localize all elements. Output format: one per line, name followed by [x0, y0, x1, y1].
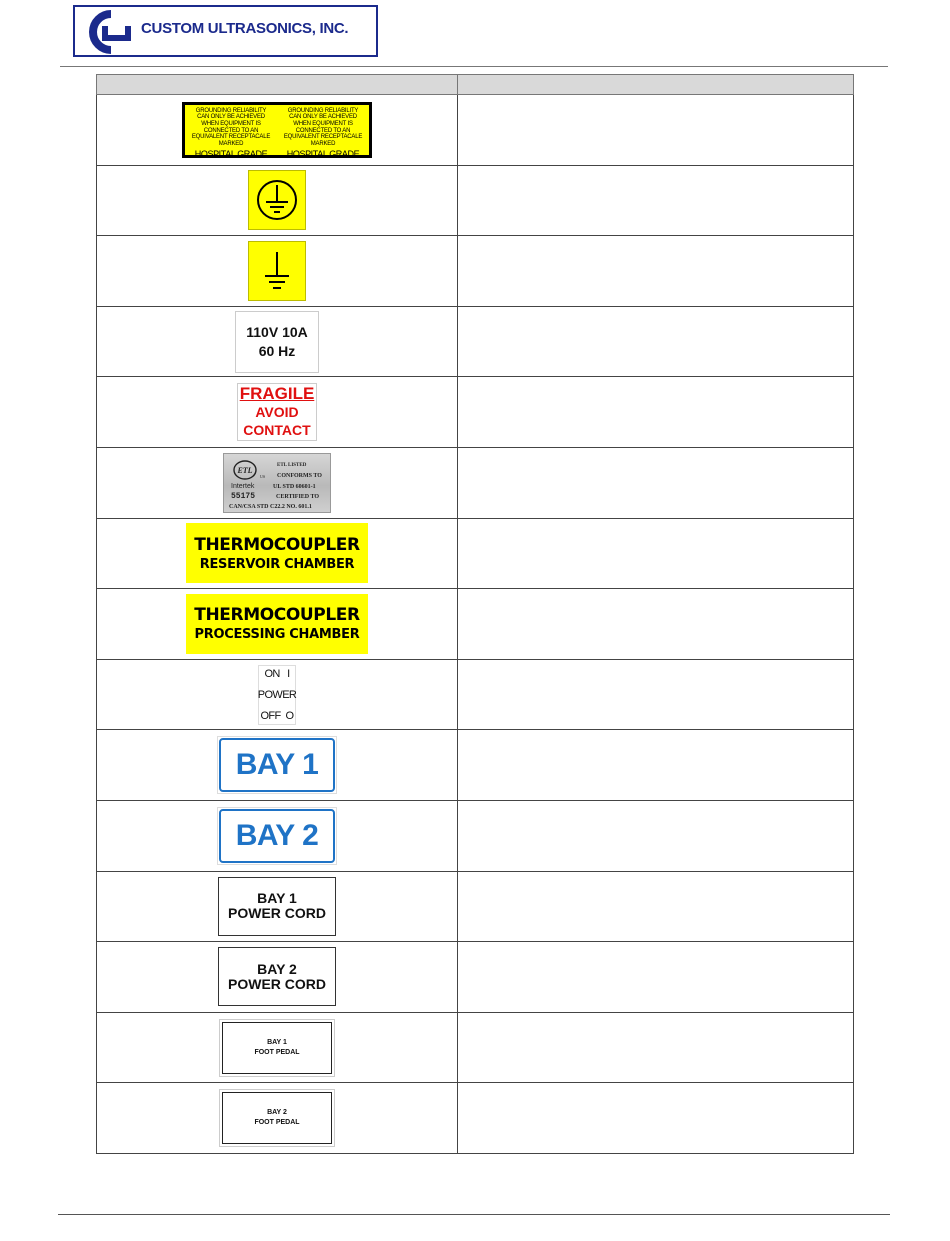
logo-cu-mark-icon: [81, 10, 133, 54]
table-row: [97, 306, 854, 377]
earth-ground-icon: [257, 248, 297, 294]
label-image-cell: [97, 95, 458, 166]
voltage-rating-label: [235, 311, 319, 373]
bay-text: BAY 2: [257, 960, 297, 977]
table-header-row: [97, 75, 854, 95]
grounding-line: WHEN EQUIPMENT IS: [201, 120, 261, 127]
footer-divider: [58, 1214, 890, 1215]
bay-2-label: [217, 807, 337, 865]
column-header-description: [458, 75, 854, 95]
grounding-line: EQUIVALENT RECEPTACALE: [191, 134, 271, 141]
protective-earth-label: [248, 170, 306, 230]
column-header-label: [97, 75, 458, 95]
contact-text: CONTACT: [243, 422, 311, 439]
table-row: [97, 95, 854, 166]
label-description-cell: [458, 165, 854, 236]
grounding-line: MARKED: [310, 140, 336, 147]
label-image-cell: [97, 800, 458, 871]
table-row: [97, 165, 854, 236]
company-logo: [73, 5, 378, 57]
grounding-line: CONNECTED TO AN: [295, 127, 351, 134]
table-row: [97, 518, 854, 589]
grounding-text-left: [187, 107, 275, 160]
label-image-cell: [97, 236, 458, 307]
label-image-cell: [97, 306, 458, 377]
etl-mark-icon: [232, 459, 258, 481]
label-image-cell: [97, 165, 458, 236]
label-image-cell: [97, 730, 458, 801]
label-description-cell: [458, 871, 854, 942]
off-text: OFF O: [260, 709, 294, 722]
fragile-text: FRAGILE: [239, 384, 315, 404]
grounding-line: CONNECTED TO AN: [203, 127, 259, 134]
power-text: POWER: [257, 688, 297, 701]
protective-earth-icon: [254, 177, 300, 223]
etl-text-line: CAN/CSA STD C22.2 NO. 601.1: [229, 503, 312, 510]
bay-2-power-cord-label: [218, 947, 336, 1006]
grounding-line: CAN ONLY BE ACHIEVED: [197, 114, 265, 121]
table-row: [97, 800, 854, 871]
etl-text-line: UL STD 60601-1: [273, 483, 316, 490]
table-row: [97, 589, 854, 660]
frequency-text: 60 Hz: [258, 342, 296, 359]
table-row: [97, 377, 854, 448]
bay-text: BAY 1: [219, 738, 335, 792]
fragile-label: [237, 383, 317, 441]
on-text: ON I: [264, 667, 290, 680]
etl-text-line: CERTIFIED TO: [276, 493, 320, 500]
company-name: CUSTOM ULTRASONICS, INC.: [141, 20, 349, 37]
voltage-text: 110V 10A: [246, 323, 308, 340]
table-row: [97, 236, 854, 307]
table-row: [97, 1083, 854, 1154]
bay-1-foot-pedal-label: [219, 1019, 335, 1077]
thermocoupler-reservoir-label: [186, 523, 368, 583]
chamber-text: RESERVOIR CHAMBER: [199, 556, 355, 572]
thermocoupler-text: THERMOCOUPLER: [194, 605, 360, 626]
chamber-text: PROCESSING CHAMBER: [194, 627, 360, 643]
thermocoupler-processing-label: [186, 594, 368, 654]
avoid-text: AVOID: [255, 404, 299, 421]
label-description-cell: [458, 518, 854, 589]
labels-table: [96, 74, 854, 1154]
label-image-cell: [97, 518, 458, 589]
table-row: [97, 1012, 854, 1083]
foot-pedal-label-inner: [222, 1022, 332, 1074]
grounding-text-right: [279, 107, 367, 160]
foot-pedal-text: FOOT PEDAL: [254, 1048, 300, 1056]
label-description-cell: [458, 1083, 854, 1154]
label-description-cell: [458, 306, 854, 377]
intertek-text: Intertek: [231, 482, 255, 490]
label-description-cell: [458, 730, 854, 801]
svg-text:ETL: ETL: [237, 465, 253, 475]
etl-text-line: ETL LISTED: [277, 462, 307, 468]
foot-pedal-text: FOOT PEDAL: [254, 1119, 300, 1127]
label-description-cell: [458, 95, 854, 166]
grounding-line: GROUNDING RELIABILITY: [195, 107, 267, 114]
foot-pedal-label-inner: [222, 1092, 332, 1144]
power-cord-text: POWER CORD: [228, 975, 326, 992]
label-description-cell: [458, 942, 854, 1013]
earth-ground-label: [248, 241, 306, 301]
etl-control-number: 55175: [231, 491, 256, 501]
power-cord-text: POWER CORD: [228, 905, 326, 922]
label-description-cell: [458, 1012, 854, 1083]
thermocoupler-text: THERMOCOUPLER: [194, 534, 360, 555]
label-image-cell: [97, 1083, 458, 1154]
label-image-cell: [97, 871, 458, 942]
etl-listed-label: [223, 453, 331, 513]
bay-1-power-cord-label: [218, 877, 336, 936]
etl-us-text: US: [260, 473, 266, 479]
grounding-reliability-label: [182, 102, 372, 158]
table-row: [97, 871, 854, 942]
table-row: [97, 730, 854, 801]
label-description-cell: [458, 236, 854, 307]
label-image-cell: [97, 377, 458, 448]
grounding-line: CAN ONLY BE ACHIEVED: [289, 114, 357, 121]
label-description-cell: [458, 377, 854, 448]
bay-text: BAY 1: [267, 1038, 287, 1046]
bay-2-foot-pedal-label: [219, 1089, 335, 1147]
etl-text-line: CONFORMS TO: [277, 472, 322, 479]
label-description-cell: [458, 589, 854, 660]
label-image-cell: [97, 589, 458, 660]
label-description-cell: [458, 800, 854, 871]
table-row: [97, 447, 854, 518]
bay-1-label: [217, 736, 337, 794]
table-row: [97, 659, 854, 730]
grounding-line: EQUIVALENT RECEPTACALE: [283, 134, 363, 141]
bay-text: BAY 2: [219, 809, 335, 863]
hospital-grade-text: HOSPITAL GRADE: [286, 149, 360, 160]
label-description-cell: [458, 447, 854, 518]
bay-text: BAY 1: [257, 890, 297, 907]
label-image-cell: [97, 942, 458, 1013]
power-switch-label: [258, 665, 296, 725]
label-image-cell: [97, 447, 458, 518]
label-image-cell: [97, 1012, 458, 1083]
label-image-cell: [97, 659, 458, 730]
grounding-line: MARKED: [218, 140, 244, 147]
grounding-line: WHEN EQUIPMENT IS: [293, 120, 353, 127]
grounding-line: GROUNDING RELIABILITY: [287, 107, 359, 114]
hospital-grade-text: HOSPITAL GRADE: [194, 149, 268, 160]
header-divider: [60, 66, 888, 67]
bay-text: BAY 2: [267, 1109, 287, 1117]
table-row: [97, 942, 854, 1013]
label-description-cell: [458, 659, 854, 730]
